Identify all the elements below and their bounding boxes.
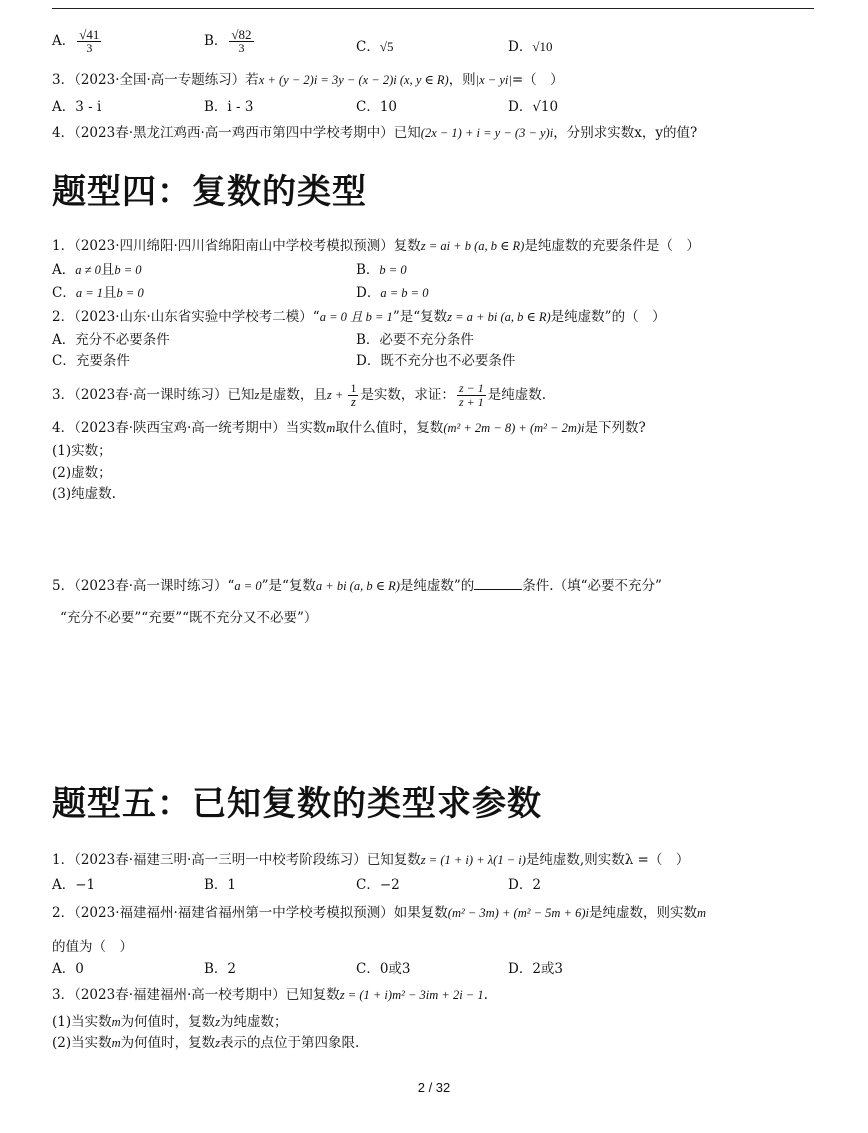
question-1: 1．（2023春·福建三明·高一三明一中校考阶段练习）已知复数z = (1 + i) + λ(1 − i)是纯虚数,则实数λ =（ ）: [52, 852, 690, 868]
option-d: D．2或3: [508, 961, 564, 977]
question-5: 5．（2023春·高一课时练习）“a = 0”是“复数a + bi (a, b ∈ R)是纯虚数”的 条件.（填“必要不充分”: [52, 578, 662, 594]
option-a: A．3 - i: [52, 99, 102, 115]
sub-question: (1)当实数m为何值时，复数z为纯虚数；: [52, 1014, 288, 1030]
option-a: A．充分不必要条件: [52, 332, 170, 348]
question-4: 4．（2023春·陕西宝鸡·高一统考期中）当实数m取什么值时，复数(m² + 2m − 8) + (m² − 2m)i是下列数?: [52, 420, 646, 436]
option-a: A．a ≠ 0且b = 0: [52, 262, 142, 278]
option-c: C．10: [356, 99, 398, 115]
option-c: C．√5: [356, 39, 394, 55]
option-d: D．2: [508, 877, 541, 893]
option-b: B． $\frac{√82}{3}$: [204, 27, 252, 55]
section-heading: 题型五：已知复数的类型求参数: [52, 784, 542, 824]
top-rule: [52, 8, 814, 9]
question-1: 1．（2023·四川绵阳·四川省绵阳南山中学校考模拟预测）复数z = ai + b (a, b ∈ R)是纯虚数的充要条件是（ ）: [52, 238, 700, 254]
option-a: A． $\frac{√41}{3}$: [52, 27, 100, 55]
question-2-line-2: 的值为（ ）: [52, 939, 133, 955]
question-3: 3．（2023春·高一课时练习）已知z是虚数，且z + $\frac{1}{z}$ 是实数，求证： $\frac{z - 1}{z + 1}$ 是纯虚数.: [52, 381, 547, 409]
option-b: B．i - 3: [204, 99, 254, 115]
option-d: D．√10: [508, 99, 559, 115]
page-number: 2 / 32: [417, 1080, 451, 1095]
option-b: B．b = 0: [356, 262, 407, 278]
section-heading: 题型四：复数的类型: [52, 172, 367, 212]
option-b: B．必要不充分条件: [356, 332, 474, 348]
question-4: 4．（2023春·黑龙江鸡西·高一鸡西市第四中学校考期中）已知(2x − 1) + i = y − (3 − y)i，分别求实数x，y的值?: [52, 125, 698, 141]
option-a: A．−1: [52, 877, 96, 893]
question-2: 2．（2023·山东·山东省实验中学校考二模）“a = 0 且 b = 1”是“复数z = a + bi (a, b ∈ R)是纯虚数”的（ ）: [52, 309, 666, 325]
option-d: D．既不充分也不必要条件: [356, 353, 516, 369]
sub-question: (1)实数；: [52, 443, 112, 459]
sub-question: (3)纯虚数.: [52, 486, 116, 502]
option-a: A．0: [52, 961, 84, 977]
option-d: D．√10: [508, 39, 553, 55]
question-3: 3．（2023春·福建福州·高一校考期中）已知复数z = (1 + i)m² − 3im + 2i − 1.: [52, 987, 488, 1003]
question-3: 3．（2023·全国·高一专题练习）若x + (y − 2)i = 3y − (x − 2)i (x, y ∈ R)，则|x − yi|=（ ）: [52, 72, 564, 88]
question-5-line-2: “充分不必要”“充要”“既不充分又不必要”）: [60, 610, 318, 626]
question-2: 2．（2023·福建福州·福建省福州第一中学校考模拟预测）如果复数(m² − 3m) + (m² − 5m + 6)i是纯虚数，则实数m: [52, 905, 707, 921]
sub-question: (2)虚数；: [52, 465, 112, 481]
option-c: C．a = 1且b = 0: [52, 285, 144, 301]
sub-question: (2)当实数m为何值时，复数z表示的点位于第四象限.: [52, 1035, 360, 1051]
option-b: B．1: [204, 877, 237, 893]
option-c: C．充要条件: [52, 353, 130, 369]
fill-blank: [474, 577, 522, 590]
option-c: C．−2: [356, 877, 400, 893]
option-c: C．0或3: [356, 961, 411, 977]
option-b: B．2: [204, 961, 237, 977]
option-d: D．a = b = 0: [356, 285, 429, 301]
